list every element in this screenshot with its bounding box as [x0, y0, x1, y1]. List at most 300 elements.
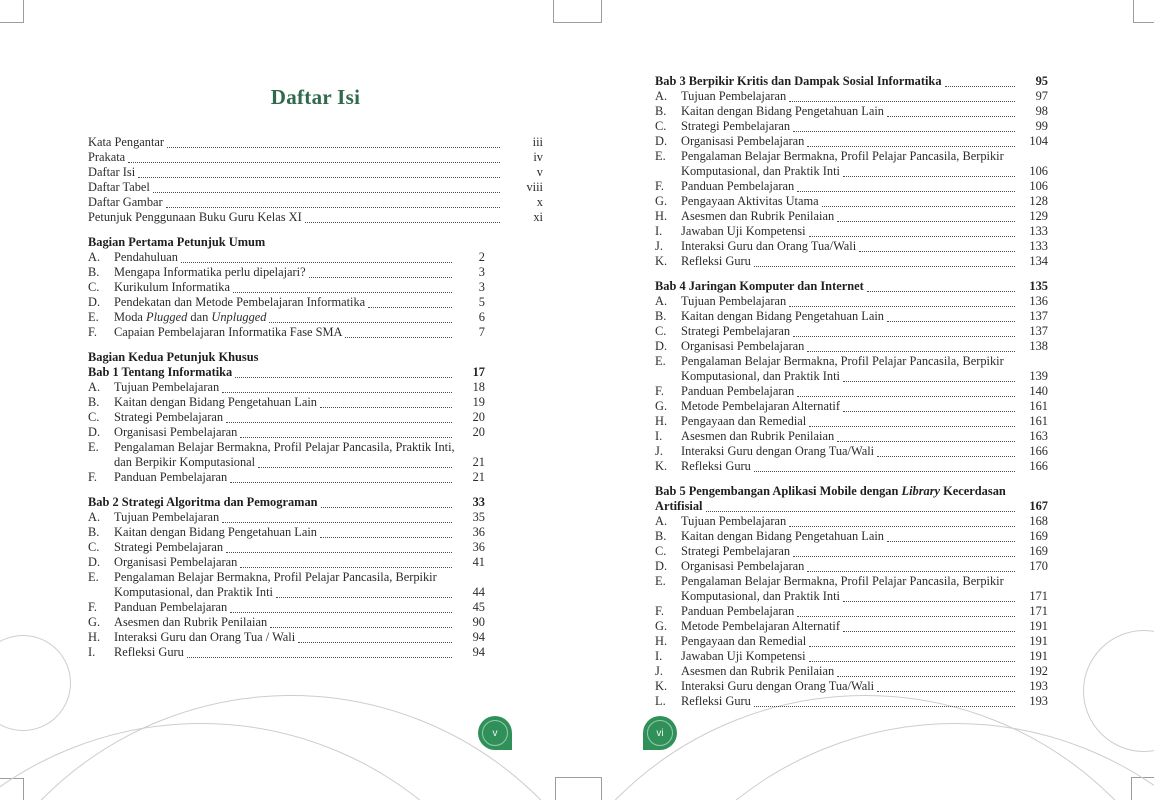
toc-entry-letter: F. [655, 604, 664, 618]
toc-entry-letter: I. [655, 429, 663, 443]
toc-entry-letter: K. [655, 679, 668, 693]
toc-entry-label-text: Panduan Pembelajaran [681, 604, 795, 618]
toc-entry-label-text: Refleksi Guru [114, 645, 184, 659]
toc-row [655, 224, 1048, 239]
toc-entry-letter: B. [655, 529, 667, 543]
toc-entry-page: 191 [1029, 649, 1048, 663]
toc-entry-letter: E. [655, 149, 666, 163]
toc-row [88, 310, 543, 325]
dot-leader [809, 236, 1015, 237]
dot-leader [235, 377, 452, 378]
dot-leader [240, 567, 452, 568]
toc-entry-label-text: Tujuan Pembelajaran [681, 89, 787, 103]
toc-entry-label [681, 179, 794, 194]
toc-gap [655, 474, 1048, 484]
toc-row [88, 525, 543, 540]
toc-entry-letter: D. [655, 339, 668, 353]
toc-entry-label-text: Pengalaman Belajar Bermakna, Profil Pelajar Pancasila, Berpikir [114, 570, 437, 584]
toc-entry-page: iv [533, 150, 543, 164]
toc-entry-label [681, 694, 751, 709]
dot-leader [807, 351, 1015, 352]
toc-entry-label [681, 649, 806, 664]
toc-row [88, 325, 543, 340]
toc-entry-page: 7 [478, 325, 485, 339]
toc-entry-label [681, 559, 804, 574]
dot-leader [843, 411, 1015, 412]
toc-entry-letter: E. [88, 310, 99, 324]
toc-entry-label [114, 265, 306, 280]
toc-row [655, 694, 1048, 709]
dot-leader [797, 191, 1015, 192]
toc-row [655, 514, 1048, 529]
toc-entry-label-text: Strategi Pembelajaran [681, 119, 791, 133]
toc-entry-letter: H. [655, 414, 668, 428]
toc-row [655, 294, 1048, 309]
toc-entry-page: 161 [1029, 414, 1048, 428]
toc-entry-page: 19 [472, 395, 485, 409]
toc-entry-label-text: dan [187, 310, 212, 324]
toc-entry-page: 45 [472, 600, 485, 614]
toc-entry-label [114, 440, 455, 455]
toc-entry-label [88, 195, 163, 210]
toc-entry-label-text: Tujuan Pembelajaran [114, 380, 220, 394]
toc-entry-label-text: Pengalaman Belajar Bermakna, Profil Pelajar Pancasila, Berpikir [681, 574, 1004, 588]
corner-square-top-center [553, 0, 602, 23]
toc-row [655, 239, 1048, 254]
dot-leader [843, 631, 1015, 632]
toc-entry-letter: D. [655, 134, 668, 148]
dot-leader [809, 661, 1015, 662]
toc-row [655, 634, 1048, 649]
toc-entry-letter: K. [655, 254, 668, 268]
toc-row [88, 250, 543, 265]
toc-entry-page: 36 [472, 540, 485, 554]
dot-leader [298, 642, 452, 643]
toc-row [655, 544, 1048, 559]
toc-entry-page: 170 [1029, 559, 1048, 573]
toc-row [655, 429, 1048, 444]
toc-entry-label [681, 104, 884, 119]
toc-entry-letter: F. [655, 179, 664, 193]
toc-entry-label-text: Pengayaan Aktivitas Utama [681, 194, 819, 208]
toc-entry-page: 191 [1029, 619, 1048, 633]
toc-entry-label [88, 365, 232, 380]
toc-entry-page: 167 [1029, 499, 1048, 513]
dot-leader [807, 571, 1015, 572]
dot-leader [345, 337, 452, 338]
toc-entry-page: 33 [472, 495, 485, 509]
decorative-circle-left [0, 635, 71, 731]
toc-row [655, 209, 1048, 224]
dot-leader [754, 471, 1015, 472]
toc-row [655, 499, 1048, 514]
dot-leader [226, 552, 452, 553]
toc-entry-label-text: Daftar Isi [88, 165, 136, 179]
toc-row [655, 324, 1048, 339]
dot-leader [789, 306, 1015, 307]
toc-row [655, 619, 1048, 634]
toc-entry-label [114, 600, 227, 615]
toc-entry-label [114, 380, 219, 395]
toc-entry-label-text: Mengapa Informatika perlu dipelajari? [114, 265, 306, 279]
toc-row [88, 510, 543, 525]
toc-entry-label-text: Refleksi Guru [681, 459, 751, 473]
toc-entry-label-text: Panduan Pembelajaran [681, 384, 795, 398]
toc-entry-label-text: Pengalaman Belajar Bermakna, Profil Pelajar Pancasila, Praktik Inti, [114, 440, 455, 454]
toc-entry-label [681, 544, 790, 559]
toc-entry-label [88, 210, 302, 225]
toc-entry-label-text: Jawaban Uji Kompetensi [681, 224, 806, 238]
toc-row [655, 559, 1048, 574]
dot-leader [754, 266, 1015, 267]
toc-entry-label-italic: Library [901, 484, 941, 498]
toc-entry-label [88, 235, 265, 250]
toc-entry-page: 138 [1029, 339, 1048, 353]
toc-entry-label [681, 664, 834, 679]
toc-entry-letter: K. [655, 459, 668, 473]
page-number-ring-left [482, 720, 508, 746]
toc-entry-letter: A. [655, 89, 668, 103]
dot-leader [128, 162, 500, 163]
toc-entry-label [114, 395, 317, 410]
toc-entry-letter: J. [655, 444, 663, 458]
page-number-badge-right [643, 716, 677, 750]
toc-entry-label [114, 525, 317, 540]
toc-entry-label [88, 495, 318, 510]
toc-row [88, 645, 543, 660]
toc-entry-letter: E. [88, 570, 99, 584]
toc-entry-page: viii [526, 180, 543, 194]
toc-row [88, 365, 543, 380]
toc-row [655, 459, 1048, 474]
toc-entry-letter: I. [88, 645, 96, 659]
toc-entry-letter: A. [88, 380, 101, 394]
toc-entry-label [681, 679, 874, 694]
toc-row [88, 165, 543, 180]
dot-leader [809, 426, 1015, 427]
corner-square-top-right [1133, 0, 1154, 23]
toc-entry-label [681, 634, 806, 649]
toc-entry-label [681, 399, 840, 414]
toc-entry-page: 139 [1029, 369, 1048, 383]
toc-entry-label [655, 484, 1006, 499]
toc-row [88, 470, 543, 485]
toc-entry-label-text: Bab 1 Tentang Informatika [88, 365, 233, 379]
toc-entry-label [681, 604, 794, 619]
toc-entry-label [114, 425, 237, 440]
toc-row [655, 164, 1048, 179]
toc-entry-label-text: Capaian Pembelajaran Informatika Fase SMA [114, 325, 343, 339]
page-number-right: vi [656, 727, 664, 739]
toc-entry-label [88, 350, 258, 365]
toc-entry-label [681, 209, 834, 224]
toc-entry-page: 5 [478, 295, 485, 309]
toc-entry-label [681, 574, 1004, 589]
page-title: Daftar Isi [270, 85, 361, 109]
page-left [88, 0, 543, 660]
toc-row [655, 399, 1048, 414]
decorative-circle-right [1083, 630, 1154, 752]
toc-row [88, 195, 543, 210]
dot-leader [877, 691, 1015, 692]
toc-entry-page: x [536, 195, 543, 209]
toc-entry-letter: J. [655, 239, 663, 253]
toc-entry-page: 137 [1029, 324, 1048, 338]
dot-leader [153, 192, 500, 193]
toc-entry-label [681, 339, 804, 354]
toc-entry-page: 98 [1035, 104, 1048, 118]
toc-entry-label-text: Komputasional, dan Praktik Inti [681, 589, 840, 603]
toc-entry-label [681, 384, 794, 399]
toc-entry-label-text: Komputasional, dan Praktik Inti [681, 164, 840, 178]
toc-row [655, 589, 1048, 604]
dot-leader [222, 392, 452, 393]
toc-entry-letter: F. [88, 470, 97, 484]
toc-entry-label [681, 164, 840, 179]
toc-entry-letter: I. [655, 649, 663, 663]
dot-leader [368, 307, 452, 308]
toc-row [655, 529, 1048, 544]
toc-row [88, 615, 543, 630]
toc-entry-page: 169 [1029, 529, 1048, 543]
dot-leader [789, 526, 1015, 527]
toc-entry-letter: E. [88, 440, 99, 454]
toc-entry-page: 137 [1029, 309, 1048, 323]
toc-entry-label-text: Panduan Pembelajaran [114, 600, 228, 614]
toc-row [88, 555, 543, 570]
toc-entry-label [681, 89, 786, 104]
toc-row [655, 414, 1048, 429]
toc-entry-label [114, 295, 365, 310]
dot-leader [887, 116, 1015, 117]
toc-entry-label-text: Prakata [88, 150, 126, 164]
toc-entry-page: 36 [472, 525, 485, 539]
toc-row [88, 440, 543, 455]
toc-entry-label-text: Refleksi Guru [681, 694, 751, 708]
toc-entry-label-text: Asesmen dan Rubrik Penilaian [681, 664, 835, 678]
toc-entry-page: 21 [472, 455, 485, 469]
toc-entry-page: 166 [1029, 459, 1048, 473]
toc-entry-letter: C. [88, 280, 100, 294]
toc-entry-letter: C. [88, 540, 100, 554]
toc-entry-page: 3 [478, 280, 485, 294]
toc-gap [88, 340, 543, 350]
toc-entry-page: 191 [1029, 634, 1048, 648]
toc-entry-label [88, 165, 135, 180]
toc-entry-label [114, 585, 273, 600]
toc-entry-label [681, 369, 840, 384]
toc-entry-label [88, 135, 164, 150]
toc-row [655, 119, 1048, 134]
page-number-badge-left [478, 716, 512, 750]
toc-entry-letter: H. [655, 634, 668, 648]
toc-entry-letter: B. [88, 525, 100, 539]
dot-leader [887, 541, 1015, 542]
dot-leader [837, 221, 1015, 222]
toc-entry-label [681, 514, 786, 529]
dot-leader [945, 86, 1015, 87]
toc-entry-label [681, 309, 884, 324]
toc-entry-letter: I. [655, 224, 663, 238]
dot-leader [843, 381, 1015, 382]
toc-row [655, 679, 1048, 694]
toc-entry-page: 6 [478, 310, 485, 324]
toc-entry-page: 106 [1029, 164, 1048, 178]
toc-entry-label [114, 455, 255, 470]
toc-entry-letter: G. [655, 194, 668, 208]
dot-leader [320, 537, 452, 538]
toc-row [655, 279, 1048, 294]
dot-leader [230, 612, 452, 613]
toc-entry-label [681, 119, 790, 134]
toc-entry-page: 136 [1029, 294, 1048, 308]
toc-entry-page: 44 [472, 585, 485, 599]
dot-leader [187, 657, 452, 658]
toc-entry-label [114, 280, 230, 295]
toc-entry-label [114, 325, 342, 340]
toc-row [88, 210, 543, 225]
toc-entry-label-text: Organisasi Pembelajaran [114, 555, 238, 569]
toc-entry-letter: D. [88, 555, 101, 569]
toc-entry-label-text: Organisasi Pembelajaran [681, 134, 805, 148]
toc-row [88, 455, 543, 470]
toc-entry-letter: A. [88, 250, 101, 264]
toc-entry-page: 18 [472, 380, 485, 394]
dot-leader [166, 207, 500, 208]
toc-entry-label-text: Moda [114, 310, 147, 324]
toc-entry-label-text: Bab 5 Pengembangan Aplikasi Mobile dengan [655, 484, 902, 498]
toc-row [655, 384, 1048, 399]
toc-entry-label-text: Asesmen dan Rubrik Penilaian [681, 429, 835, 443]
toc-row [88, 540, 543, 555]
dot-leader [276, 597, 452, 598]
toc-entry-label-text: Bagian Kedua Petunjuk Khusus [88, 350, 259, 364]
dot-leader [706, 511, 1016, 512]
toc-entry-label [114, 510, 219, 525]
toc-entry-label-text: Kaitan dengan Bidang Pengetahuan Lain [114, 395, 318, 409]
corner-square-top-left [0, 0, 24, 23]
toc-entry-label-italic: Plugged [146, 310, 188, 324]
toc-entry-page: 166 [1029, 444, 1048, 458]
dot-leader [269, 322, 452, 323]
toc-row [88, 585, 543, 600]
toc-entry-label [681, 254, 751, 269]
toc-entry-label [655, 74, 942, 89]
toc-entry-letter: F. [88, 600, 97, 614]
dot-leader [167, 147, 500, 148]
dot-leader [887, 321, 1015, 322]
toc-entry-label [681, 619, 840, 634]
toc-entry-label-text: Strategi Pembelajaran [681, 544, 791, 558]
toc-entry-letter: A. [655, 514, 668, 528]
dot-leader [843, 601, 1015, 602]
toc-entry-label-text: Asesmen dan Rubrik Penilaian [114, 615, 268, 629]
toc-row [88, 380, 543, 395]
toc-entry-label-text: Kata Pengantar [88, 135, 165, 149]
toc-row [88, 630, 543, 645]
toc-row [655, 664, 1048, 679]
toc-entry-letter: G. [88, 615, 101, 629]
dot-leader [258, 467, 452, 468]
page-number-left: v [492, 727, 498, 739]
toc-entry-label-text: Komputasional, dan Praktik Inti [681, 369, 840, 383]
toc-entry-page: 133 [1029, 224, 1048, 238]
toc-entry-letter: B. [88, 265, 100, 279]
toc-row [88, 280, 543, 295]
toc-entry-label-text: Panduan Pembelajaran [114, 470, 228, 484]
toc-row [655, 89, 1048, 104]
toc-entry-page: 169 [1029, 544, 1048, 558]
toc-entry-page: 3 [478, 265, 485, 279]
toc-entry-label-text: Pendahuluan [114, 250, 179, 264]
dot-leader [138, 177, 500, 178]
toc-entry-page: iii [532, 135, 543, 149]
toc-entry-label-text: Komputasional, dan Praktik Inti [114, 585, 273, 599]
toc-row [655, 574, 1048, 589]
toc-entry-page: 20 [472, 410, 485, 424]
toc-entry-label-text: Artifisial [655, 499, 703, 513]
dot-leader [797, 616, 1015, 617]
dot-leader [822, 206, 1015, 207]
toc-entry-page: 94 [472, 645, 485, 659]
toc-entry-label-text: Kecerdasan [940, 484, 1006, 498]
toc-entry-letter: H. [88, 630, 101, 644]
toc-entry-letter: F. [655, 384, 664, 398]
dot-leader [793, 131, 1015, 132]
toc-entry-label-text: Organisasi Pembelajaran [681, 339, 805, 353]
toc-entry-letter: B. [655, 104, 667, 118]
dot-leader [807, 146, 1015, 147]
toc-entry-label-text: Jawaban Uji Kompetensi [681, 649, 806, 663]
dot-leader [321, 507, 452, 508]
toc-entry-page: 99 [1035, 119, 1048, 133]
toc-entry-label-text: Interaksi Guru dengan Orang Tua/Wali [681, 679, 875, 693]
toc-entry-page: 129 [1029, 209, 1048, 223]
dot-leader [240, 437, 452, 438]
toc-entry-page: 168 [1029, 514, 1048, 528]
toc-entry-label [114, 410, 223, 425]
toc-entry-label [114, 555, 237, 570]
toc-entry-label-text: Pengalaman Belajar Bermakna, Profil Pelajar Pancasila, Berpikir [681, 149, 1004, 163]
dot-leader [867, 291, 1015, 292]
toc-entry-letter: H. [655, 209, 668, 223]
dot-leader [859, 251, 1015, 252]
toc-entry-label [114, 630, 295, 645]
dot-leader [809, 646, 1015, 647]
toc-entry-label [681, 134, 804, 149]
toc-entry-letter: C. [88, 410, 100, 424]
toc-entry-letter: D. [655, 559, 668, 573]
toc-entry-label [681, 589, 840, 604]
toc-entry-label-text: Pengayaan dan Remedial [681, 634, 807, 648]
toc-entry-label-text: Kaitan dengan Bidang Pengetahuan Lain [681, 104, 885, 118]
toc-entry-label-text: Bagian Pertama Petunjuk Umum [88, 235, 266, 249]
toc-entry-label-text: Kaitan dengan Bidang Pengetahuan Lain [114, 525, 318, 539]
dot-leader [320, 407, 452, 408]
toc-entry-label-italic: Unplugged [211, 310, 267, 324]
toc-entry-page: 21 [472, 470, 485, 484]
toc-row [655, 104, 1048, 119]
toc-entry-label [681, 429, 834, 444]
dot-leader [222, 522, 452, 523]
toc-entry-label-text: Pengalaman Belajar Bermakna, Profil Pelajar Pancasila, Berpikir [681, 354, 1004, 368]
toc-entry-label [681, 294, 786, 309]
toc-entry-label [114, 645, 184, 660]
toc-entry-label [114, 310, 266, 325]
toc-entry-page: 161 [1029, 399, 1048, 413]
toc-entry-page: 90 [472, 615, 485, 629]
page-right [655, 0, 1048, 709]
